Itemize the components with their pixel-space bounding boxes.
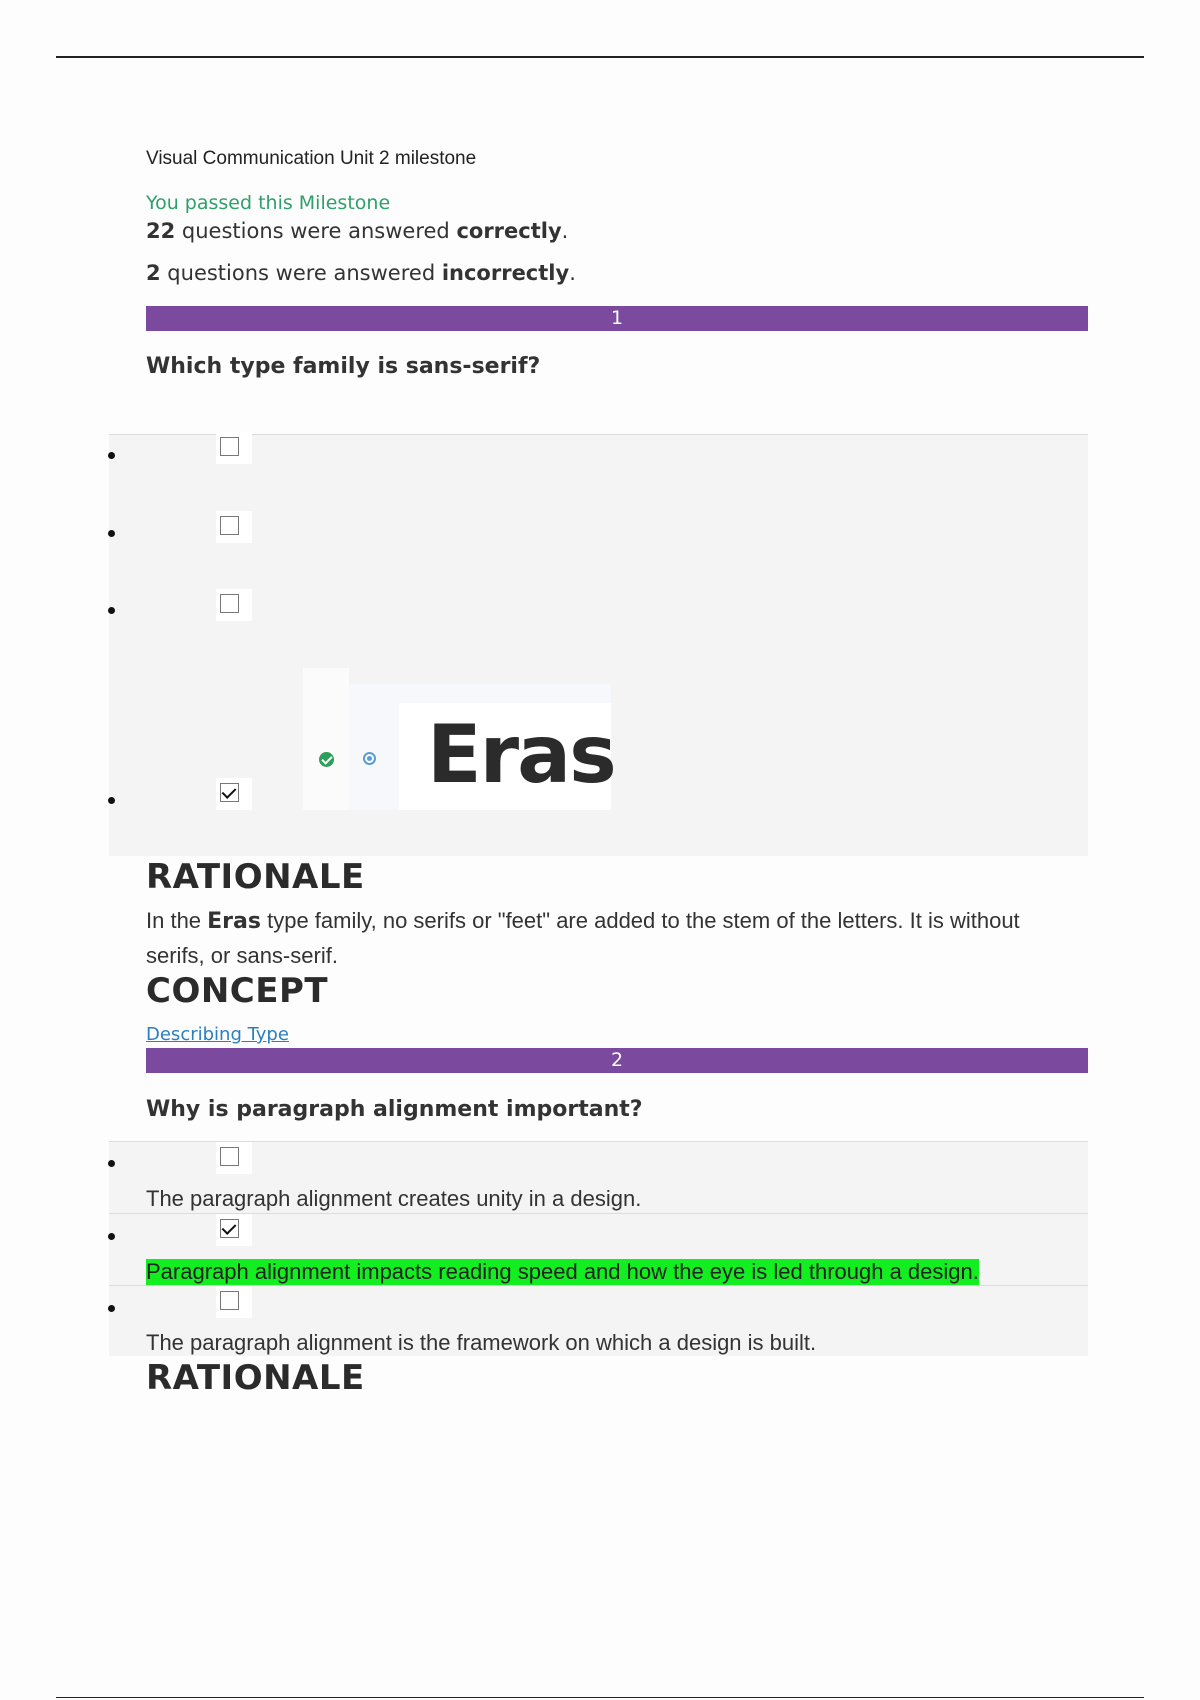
list-bullet	[108, 1160, 115, 1167]
rationale-bold: Eras	[207, 909, 261, 934]
document-title: Visual Communication Unit 2 milestone	[146, 148, 477, 169]
checkbox[interactable]	[220, 437, 239, 456]
question-1-text: Which type family is sans-serif?	[146, 354, 541, 379]
concept-heading: CONCEPT	[146, 971, 329, 1011]
checkbox[interactable]	[220, 594, 239, 613]
period: .	[561, 219, 569, 243]
bottom-rule	[56, 1697, 1144, 1698]
answer-1-4[interactable]	[216, 778, 252, 810]
question-2-text: Why is paragraph alignment important?	[146, 1097, 643, 1122]
incorrect-text: questions were answered	[160, 261, 442, 285]
pass-status: You passed this Milestone	[146, 192, 391, 214]
rationale-heading-2: RATIONALE	[146, 1358, 365, 1398]
answers-panel-2	[109, 1141, 1088, 1356]
checkbox[interactable]	[220, 1147, 239, 1166]
answer-1-4-image	[303, 668, 615, 810]
question-number-bar-2: 2	[146, 1048, 1088, 1073]
rationale-pre: In the	[146, 908, 208, 933]
answer-1-3[interactable]	[216, 589, 252, 621]
checkbox[interactable]	[220, 1291, 239, 1310]
list-bullet	[108, 530, 115, 537]
rationale-post: type family, no serifs or "feet" are added to the stem of the letters. It is without serifs, or sans-serif.	[146, 908, 1020, 968]
answer-1-2[interactable]	[216, 511, 252, 543]
answer-divider	[109, 1213, 1088, 1214]
correct-word: correctly	[456, 219, 562, 243]
check-circle-icon	[319, 752, 334, 767]
answer-1-1[interactable]	[216, 432, 252, 464]
answer-2-3[interactable]	[216, 1286, 252, 1318]
answer-2-2-text-highlighted: Paragraph alignment impacts reading speed and how the eye is led through a design.	[146, 1259, 979, 1284]
incorrect-word: incorrectly	[441, 261, 570, 285]
concept-link[interactable]: Describing Type	[146, 1024, 289, 1045]
rationale-heading-1: RATIONALE	[146, 857, 365, 897]
list-bullet	[108, 1233, 115, 1240]
list-bullet	[108, 797, 115, 804]
answer-divider	[109, 1141, 1088, 1142]
answer-2-1[interactable]	[216, 1142, 252, 1174]
incorrect-summary	[146, 261, 576, 285]
checkbox[interactable]	[220, 516, 239, 535]
checkbox-checked[interactable]	[220, 1219, 239, 1238]
answer-divider	[109, 434, 1088, 435]
answer-2-1-text: The paragraph alignment creates unity in a design.	[146, 1186, 642, 1211]
list-bullet	[108, 1305, 115, 1312]
question-number-bar-1: 1	[146, 306, 1088, 331]
correct-summary	[146, 219, 568, 243]
checkbox-checked[interactable]	[220, 783, 239, 802]
answer-2-2[interactable]	[216, 1214, 252, 1246]
correct-text: questions were answered	[175, 219, 457, 243]
answer-2-3-text: The paragraph alignment is the framework on which a design is built.	[146, 1330, 817, 1355]
top-rule	[56, 56, 1144, 58]
incorrect-count: 2	[146, 261, 161, 285]
rationale-text-1	[146, 904, 1046, 973]
list-bullet	[108, 607, 115, 614]
status-column	[303, 668, 349, 810]
answer-divider	[109, 1285, 1088, 1286]
radio-selected-icon[interactable]	[363, 752, 376, 765]
correct-count: 22	[146, 219, 176, 243]
eras-type-sample: Eras	[427, 708, 615, 801]
period: .	[569, 261, 576, 285]
list-bullet	[108, 452, 115, 459]
